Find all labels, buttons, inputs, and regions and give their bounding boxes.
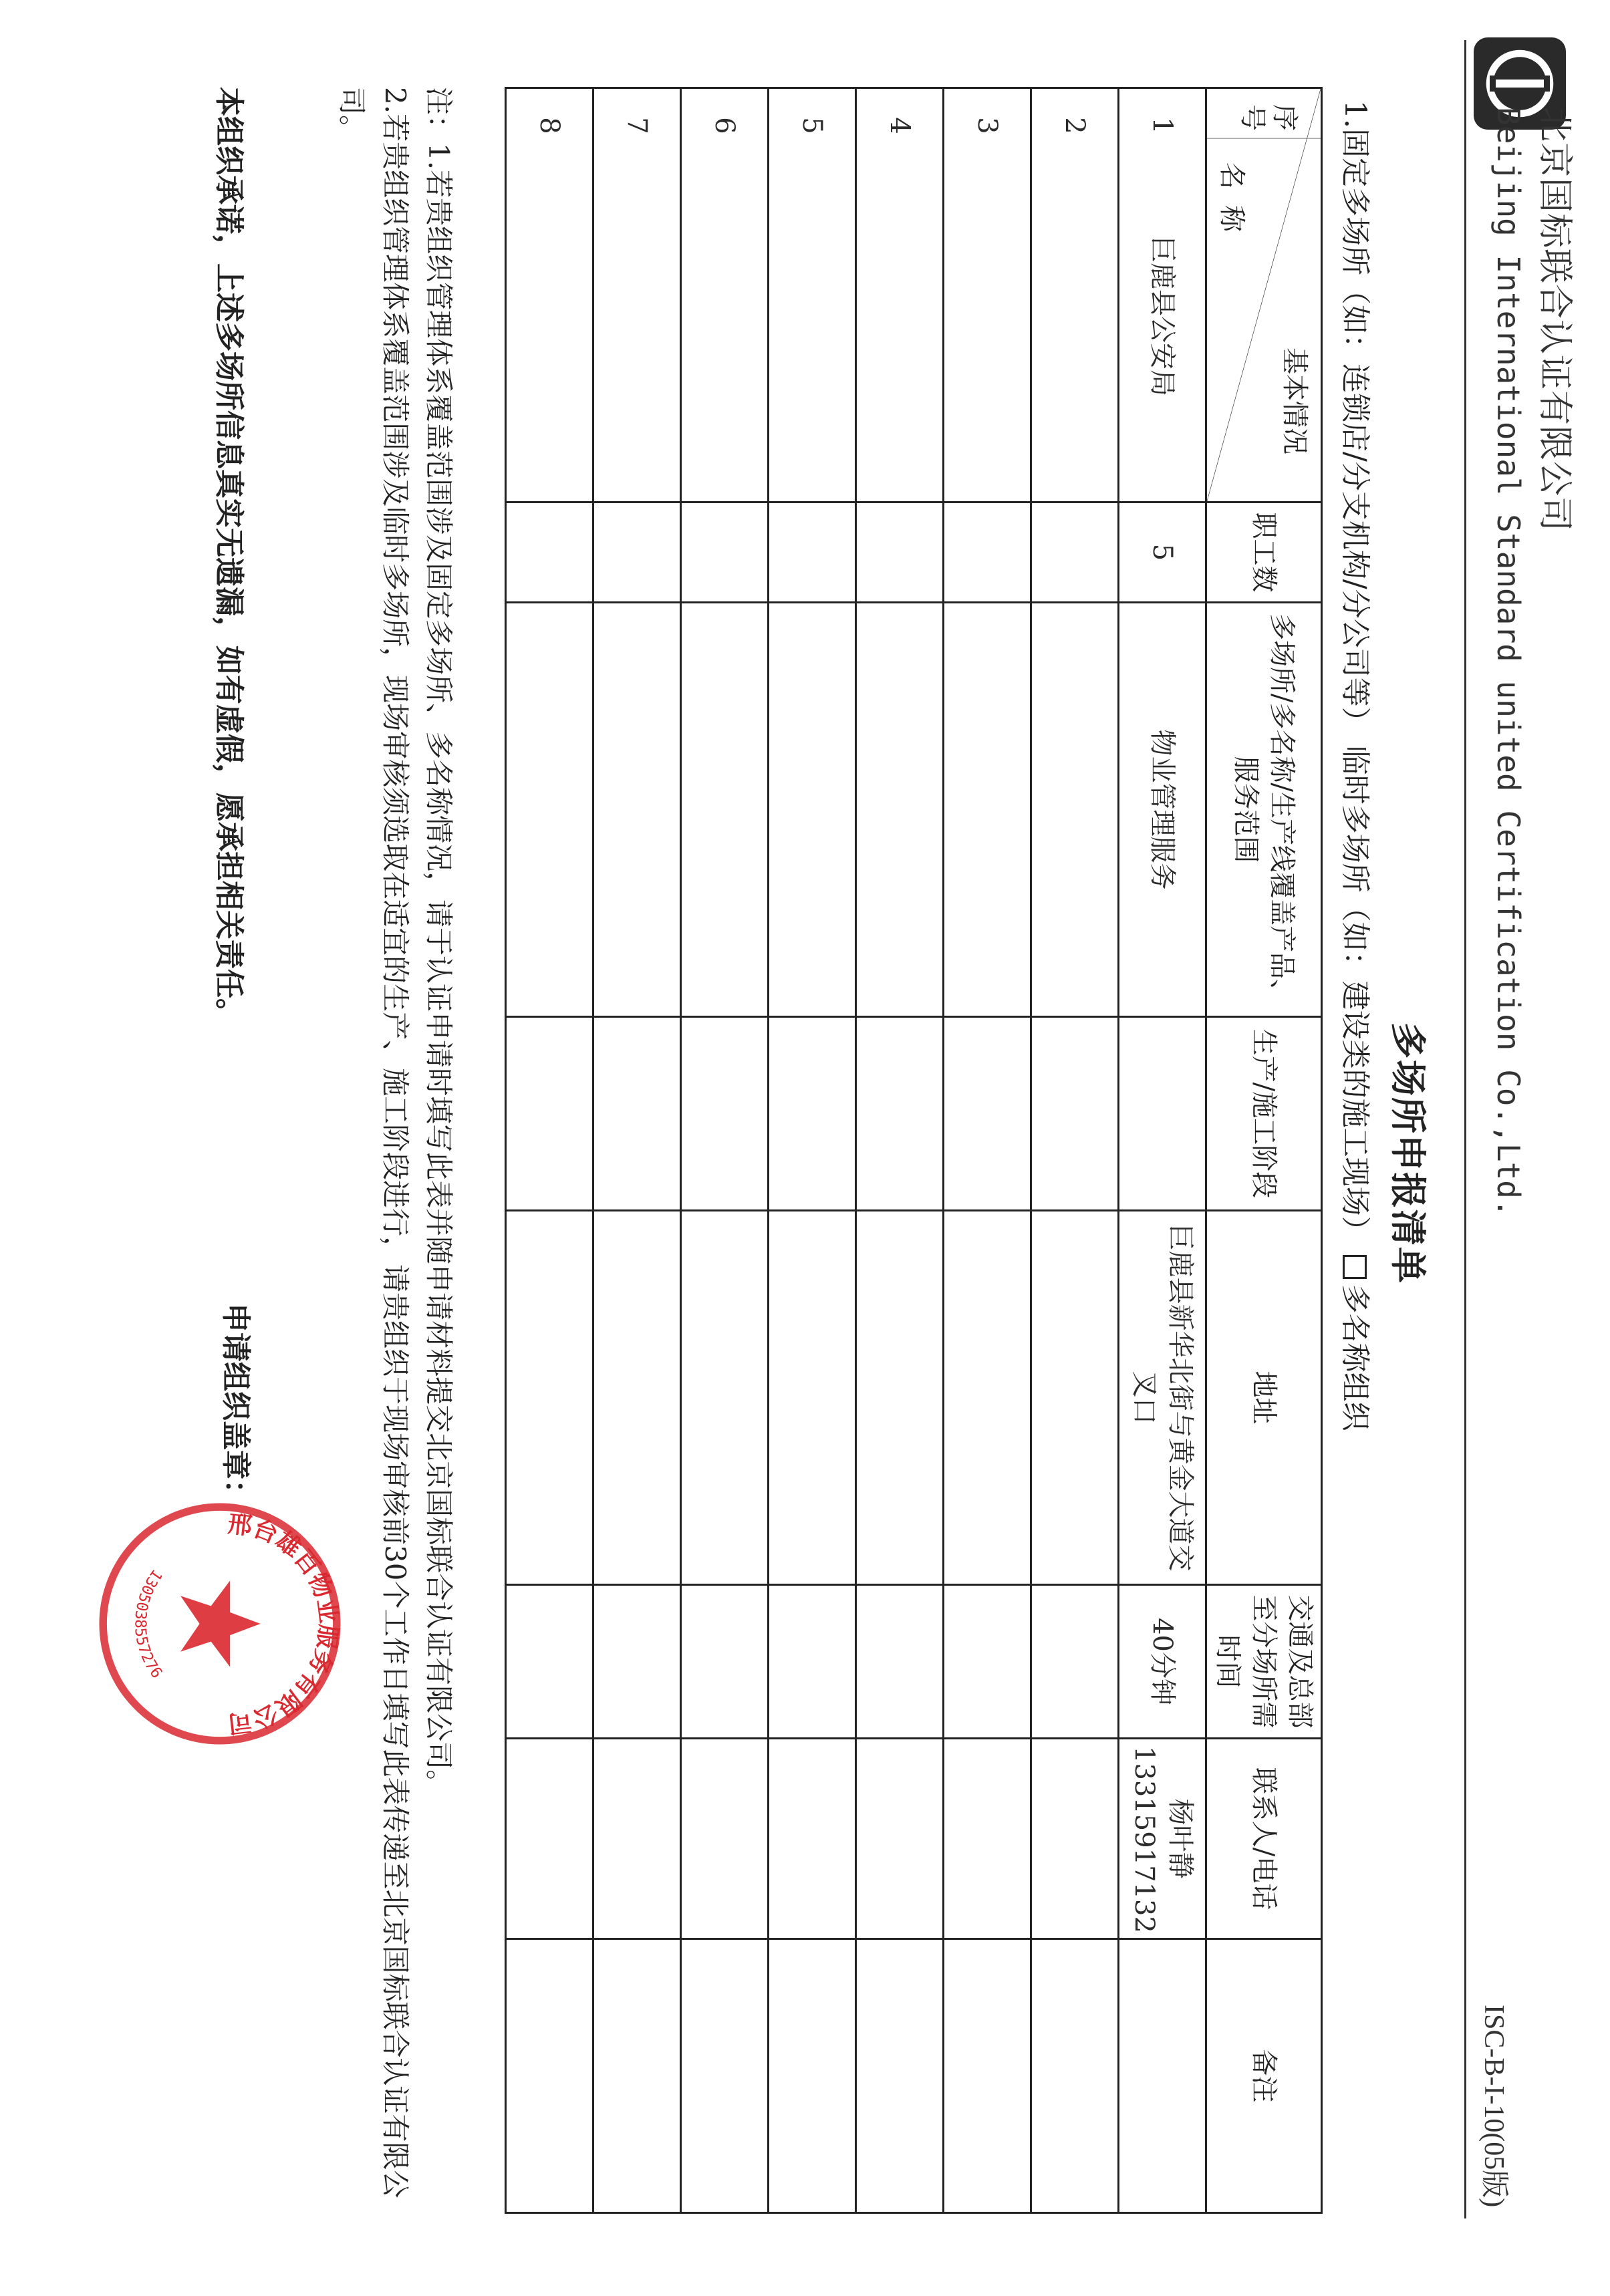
cell-contact: [944, 1739, 1031, 1939]
note-2: 2.若贵组织管理体系覆盖范围涉及临时多场所，现场审核须选取在适宜的生产、施工阶段进行，请贵组织于现场审核前30个工作日填写此表传递至北京国标联合认证有限公司。: [335, 87, 412, 2198]
header-scope: 多场所/多名称/生产线覆盖产品、服务范围: [1206, 603, 1322, 1017]
cell-address: [944, 1211, 1031, 1585]
cell-remarks: [856, 1939, 944, 2213]
cell-serial-no: 6: [709, 117, 740, 134]
seal-name-text: 邢台雄百物业服务有限公司: [226, 1509, 344, 1739]
cell-name: [1119, 88, 1206, 503]
cell-stage: [769, 1017, 856, 1211]
page-title: 多场所申报清单: [1387, 1022, 1430, 1284]
header-address: 地址: [1206, 1211, 1322, 1585]
cell-contact: [506, 1739, 593, 1939]
cell-name: [1031, 88, 1119, 503]
seal-number-text: 1305038557276: [131, 1566, 166, 1682]
cell-scope: [856, 603, 944, 1017]
table-row: [506, 88, 593, 2213]
cell-name: [944, 88, 1031, 503]
cell-remarks: [593, 1939, 681, 2213]
cell-employees: [506, 503, 593, 603]
cell-employees: [944, 503, 1031, 603]
table-row: [681, 88, 769, 2213]
table-row: [944, 88, 1031, 2213]
table-row: [1119, 88, 1206, 2213]
table-row: [593, 88, 681, 2213]
note-1: 注：1.若贵组织管理体系覆盖范围涉及固定多场所、多名称情况，请于认证申请时填写此表并随申请材料提交北京国标联合认证有限公司。: [422, 87, 455, 1798]
cell-stage: [1119, 1017, 1206, 1211]
header-travel-time: 交通及总部至分场所需时间: [1206, 1585, 1322, 1739]
cell-employees: [856, 503, 944, 603]
cell-scope: [681, 603, 769, 1017]
cell-stage: [681, 1017, 769, 1211]
cell-remarks: [1119, 1939, 1206, 2213]
cell-name: [769, 88, 856, 503]
cell-address: [506, 1211, 593, 1585]
cell-remarks: [506, 1939, 593, 2213]
table-row: [769, 88, 856, 2213]
header-basic-info: 基本情况: [1279, 347, 1310, 454]
cell-employees: 5: [1119, 503, 1206, 603]
cell-stage: [1031, 1017, 1119, 1211]
header-remarks: 备注: [1206, 1939, 1322, 2213]
cell-address: 巨鹿县新华北街与黄金大道交叉口: [1119, 1211, 1206, 1585]
cell-stage: [856, 1017, 944, 1211]
cell-travel-time: [681, 1585, 769, 1739]
cell-site-name: 巨鹿县公安局: [1147, 236, 1178, 396]
fixed-site-label: 1.固定多场所（如：连锁店/分支机构/分公司等）: [1338, 100, 1372, 736]
cell-name: [856, 88, 944, 503]
cell-serial-no: 2: [1059, 117, 1090, 134]
cell-serial-no: 1: [1147, 117, 1178, 134]
cell-serial-no: 8: [534, 117, 565, 134]
cell-address: [1031, 1211, 1119, 1585]
cell-contact: [1031, 1739, 1119, 1939]
table-header-row: [1206, 88, 1322, 2213]
temporary-site-label: 临时多场所（如：建设类的施工现场）: [1338, 745, 1372, 1246]
cell-travel-time: [506, 1585, 593, 1739]
cell-travel-time: [1031, 1585, 1119, 1739]
cell-travel-time: [944, 1585, 1031, 1739]
cell-scope: [506, 603, 593, 1017]
cell-scope: [1031, 603, 1119, 1017]
cell-address: [681, 1211, 769, 1585]
document-code: ISC-B-I-10(05版): [1478, 2005, 1509, 2208]
cell-contact: [769, 1739, 856, 1939]
table-row: [1031, 88, 1119, 2213]
cell-scope: [944, 603, 1031, 1017]
company-name-cn: 北京国标联合认证有限公司: [1534, 107, 1575, 533]
cell-serial-no: 4: [884, 117, 915, 134]
site-type-line: [1337, 100, 1379, 1431]
cell-name: [506, 88, 593, 503]
cell-contact: [593, 1739, 681, 1939]
multi-name-label: 多名称组织: [1338, 1284, 1372, 1431]
cell-travel-time: [769, 1585, 856, 1739]
header-serial-no: 序号: [1237, 104, 1300, 131]
site-declaration-table: [505, 87, 1323, 2214]
cell-scope: [769, 603, 856, 1017]
cell-stage: [944, 1017, 1031, 1211]
cell-travel-time: [856, 1585, 944, 1739]
cell-address: [593, 1211, 681, 1585]
pledge-statement: 本组织承诺，上述多场所信息真实无遗漏，如有虚假，愿承担相关责任。: [212, 87, 246, 1028]
cell-remarks: [681, 1939, 769, 2213]
cell-employees: [681, 503, 769, 603]
cell-remarks: [1031, 1939, 1119, 2213]
signature-label: 申请组织盖章：: [219, 1303, 253, 1509]
multi-name-checkbox[interactable]: [1343, 1255, 1367, 1279]
cell-address: [769, 1211, 856, 1585]
cell-employees: [593, 503, 681, 603]
header-contact: 联系人/电话: [1206, 1739, 1322, 1939]
cell-contact: [681, 1739, 769, 1939]
cell-serial-no: 3: [972, 117, 1002, 134]
cell-scope: 物业管理服务: [1119, 603, 1206, 1017]
cell-stage: [593, 1017, 681, 1211]
cell-employees: [769, 503, 856, 603]
company-seal-icon: [93, 1497, 347, 1751]
cell-travel-time: 40分钟: [1119, 1585, 1206, 1739]
cell-employees: [1031, 503, 1119, 603]
cell-name: [593, 88, 681, 503]
cell-remarks: [769, 1939, 856, 2213]
cell-address: [856, 1211, 944, 1585]
notes-block: [330, 87, 460, 2225]
table-row: [856, 88, 944, 2213]
header-diagonal-cell: [1206, 88, 1322, 503]
cell-scope: [593, 603, 681, 1017]
cell-serial-no: 5: [797, 117, 827, 134]
header-employees: 职工数: [1206, 503, 1322, 603]
cell-contact: [856, 1739, 944, 1939]
cell-remarks: [944, 1939, 1031, 2213]
header-stage: 生产/施工阶段: [1206, 1017, 1322, 1211]
cell-serial-no: 7: [622, 117, 652, 134]
header-name: 名称: [1216, 162, 1247, 248]
cell-contact: 杨叶静13315917132: [1119, 1739, 1206, 1939]
cell-travel-time: [593, 1585, 681, 1739]
company-name-en: Beijing International Standard united Certification Co.,Ltd.: [1490, 107, 1526, 1217]
header-divider: [1464, 40, 1466, 2218]
cell-stage: [506, 1017, 593, 1211]
cell-name: [681, 88, 769, 503]
